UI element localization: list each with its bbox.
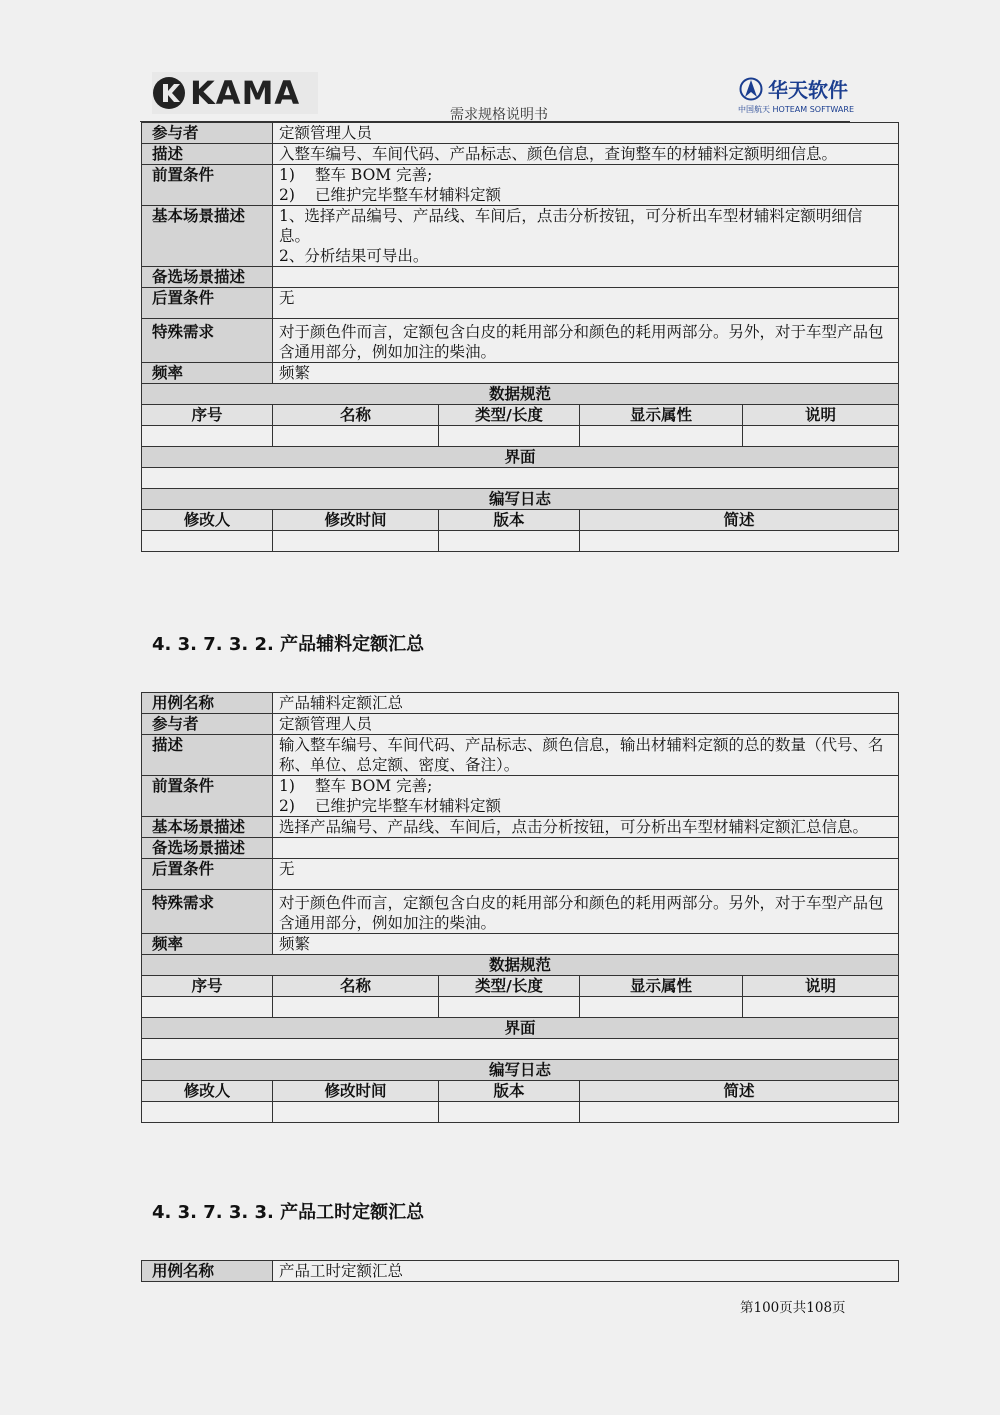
hoteam-logo	[738, 74, 858, 116]
table-cell	[580, 997, 743, 1018]
col-header: 类型/长度	[439, 405, 580, 426]
section-heading: 4. 3. 7. 3. 3. 产品工时定额汇总	[152, 1202, 425, 1223]
value-alt-scenario	[273, 838, 899, 859]
col-header: 类型/长度	[439, 976, 580, 997]
hoteam-name: 华天软件	[768, 78, 848, 102]
hoteam-emblem-icon	[738, 77, 764, 101]
value-frequency: 频繁	[273, 363, 899, 384]
list-number: 2)	[279, 797, 295, 815]
value-special: 对于颜色件而言，定额包含白皮的耗用部分和颜色的耗用两部分。另外，对于车型产品包含通用部分，例如加注的柴油。	[273, 319, 899, 363]
value-postcondition: 无	[273, 859, 899, 890]
section-change-log: 编写日志	[142, 1060, 899, 1081]
label-precondition: 前置条件	[142, 165, 273, 206]
table-cell	[580, 531, 899, 552]
label-description: 描述	[142, 735, 273, 776]
section-interface: 界面	[142, 1018, 899, 1039]
list-number: 1)	[279, 166, 295, 184]
value-special: 对于颜色件而言，定额包含白皮的耗用部分和颜色的耗用两部分。另外，对于车型产品包含通用部分，例如加注的柴油。	[273, 890, 899, 934]
table-cell	[273, 1102, 439, 1123]
section-data-spec: 数据规范	[142, 384, 899, 405]
col-header: 显示属性	[580, 976, 743, 997]
col-header: 修改时间	[273, 510, 439, 531]
table-cell	[439, 997, 580, 1018]
list-item: 整车 BOM 完善;	[315, 166, 433, 184]
col-header: 说明	[743, 405, 899, 426]
col-header: 修改人	[142, 510, 273, 531]
col-header: 修改时间	[273, 1081, 439, 1102]
label-special: 特殊需求	[142, 890, 273, 934]
value-postcondition: 无	[273, 288, 899, 319]
list-item: 已维护完毕整车材辅料定额	[315, 186, 502, 204]
label-postcondition: 后置条件	[142, 288, 273, 319]
section-interface: 界面	[142, 447, 899, 468]
value-precondition	[273, 165, 899, 206]
scenario-line: 2、分析结果可导出。	[279, 247, 429, 265]
col-header: 序号	[142, 405, 273, 426]
label-precondition: 前置条件	[142, 776, 273, 817]
value-frequency: 频繁	[273, 934, 899, 955]
label-basic-scenario: 基本场景描述	[142, 817, 273, 838]
label-frequency: 频率	[142, 363, 273, 384]
col-header: 简述	[580, 510, 899, 531]
table-cell	[439, 531, 580, 552]
value-actor: 定额管理人员	[273, 123, 899, 144]
label-special: 特殊需求	[142, 319, 273, 363]
value-usecase-name: 产品工时定额汇总	[273, 1261, 899, 1282]
label-actor: 参与者	[142, 714, 273, 735]
col-header: 简述	[580, 1081, 899, 1102]
value-basic-scenario: 选择产品编号、产品线、车间后，点击分析按钮，可分析出车型材辅料定额汇总信息。	[273, 817, 899, 838]
section-change-log: 编写日志	[142, 489, 899, 510]
value-description: 输入整车编号、车间代码、产品标志、颜色信息，输出材辅料定额的总的数量（代号、名称、单位、总定额、密度、备注）。	[273, 735, 899, 776]
page-number: 第100页共108页	[740, 1300, 846, 1316]
table-cell	[142, 531, 273, 552]
table-cell	[273, 426, 439, 447]
value-actor: 定额管理人员	[273, 714, 899, 735]
usecase-table-2	[141, 692, 899, 1123]
label-alt-scenario: 备选场景描述	[142, 267, 273, 288]
table-cell	[743, 997, 899, 1018]
col-header: 名称	[273, 405, 439, 426]
list-item: 整车 BOM 完善;	[315, 777, 433, 795]
table-cell	[439, 426, 580, 447]
label-usecase-name: 用例名称	[142, 1261, 273, 1282]
col-header: 修改人	[142, 1081, 273, 1102]
label-usecase-name: 用例名称	[142, 693, 273, 714]
section-data-spec: 数据规范	[142, 955, 899, 976]
col-header: 显示属性	[580, 405, 743, 426]
col-header: 序号	[142, 976, 273, 997]
label-description: 描述	[142, 144, 273, 165]
hoteam-subtitle: 中国航天 HOTEAM SOFTWARE	[738, 105, 854, 114]
value-basic-scenario	[273, 206, 899, 267]
list-number: 2)	[279, 186, 295, 204]
table-cell	[142, 1102, 273, 1123]
table-cell	[142, 468, 899, 489]
kama-emblem-icon	[152, 76, 186, 110]
table-cell	[580, 1102, 899, 1123]
usecase-table-3	[141, 1260, 899, 1282]
label-postcondition: 后置条件	[142, 859, 273, 890]
value-description: 入整车编号、车间代码、产品标志、颜色信息，查询整车的材辅料定额明细信息。	[273, 144, 899, 165]
table-cell	[142, 1039, 899, 1060]
table-cell	[580, 426, 743, 447]
value-usecase-name: 产品辅料定额汇总	[273, 693, 899, 714]
table-cell	[273, 531, 439, 552]
table-cell	[743, 426, 899, 447]
kama-logo-text: KAMA	[190, 74, 301, 112]
col-header: 版本	[439, 510, 580, 531]
scenario-line: 1、选择产品编号、产品线、车间后，点击分析按钮，可分析出车型材辅料定额明细信息。	[279, 207, 863, 245]
table-cell	[142, 997, 273, 1018]
list-number: 1)	[279, 777, 295, 795]
label-actor: 参与者	[142, 123, 273, 144]
table-cell	[273, 997, 439, 1018]
col-header: 名称	[273, 976, 439, 997]
list-item: 已维护完毕整车材辅料定额	[315, 797, 502, 815]
table-cell	[142, 426, 273, 447]
label-frequency: 频率	[142, 934, 273, 955]
table-cell	[439, 1102, 580, 1123]
col-header: 说明	[743, 976, 899, 997]
usecase-table-1	[141, 122, 899, 552]
value-alt-scenario	[273, 267, 899, 288]
label-basic-scenario: 基本场景描述	[142, 206, 273, 267]
section-heading: 4. 3. 7. 3. 2. 产品辅料定额汇总	[152, 634, 425, 655]
label-alt-scenario: 备选场景描述	[142, 838, 273, 859]
kama-logo	[152, 72, 318, 114]
document-title: 需求规格说明书	[450, 107, 548, 123]
value-precondition	[273, 776, 899, 817]
col-header: 版本	[439, 1081, 580, 1102]
